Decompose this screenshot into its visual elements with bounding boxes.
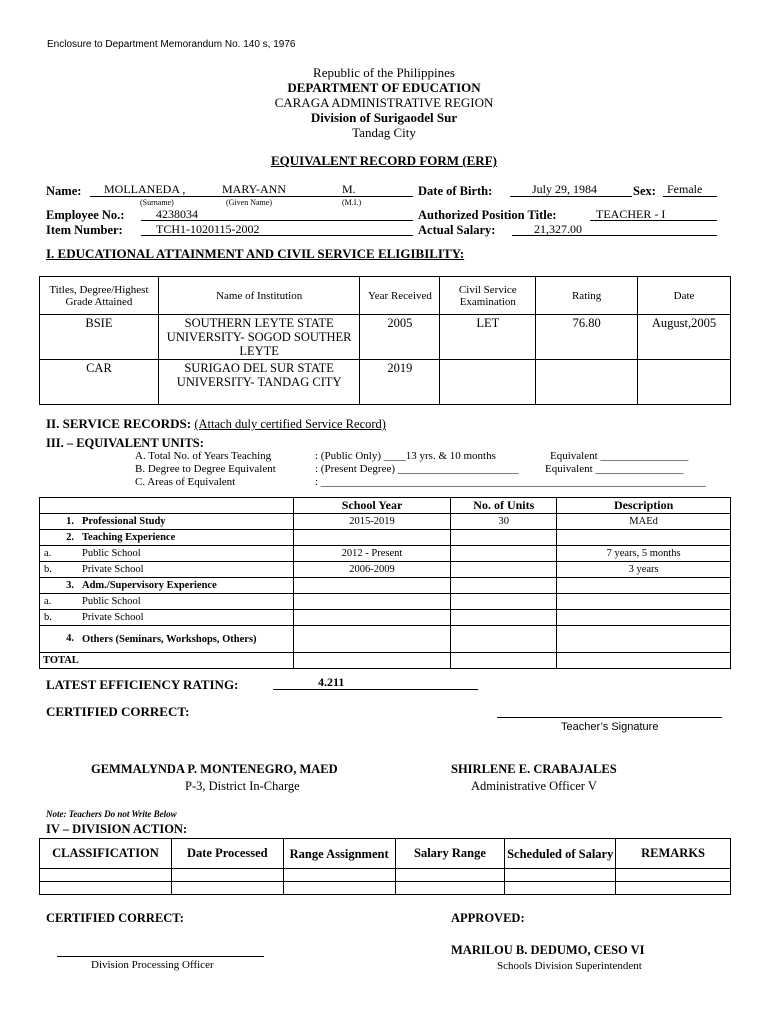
table-cell xyxy=(451,626,557,653)
table-cell[interactable] xyxy=(395,869,505,882)
table-cell xyxy=(557,594,731,610)
item-number-label: Item Number: xyxy=(46,223,123,237)
division-header-cell: Date Processed xyxy=(171,839,283,869)
table-cell xyxy=(451,653,557,669)
table-cell: BSIE xyxy=(40,315,159,360)
equivalent-item xyxy=(135,476,725,489)
division-header-cell: Scheduled of Salary xyxy=(505,839,616,869)
table-row xyxy=(40,594,731,610)
salary-label: Actual Salary: xyxy=(418,223,496,237)
table-cell[interactable] xyxy=(40,882,172,895)
table-cell: LET xyxy=(440,315,536,360)
table-cell: 2005 xyxy=(360,315,440,360)
sex-label: Sex: xyxy=(633,184,656,198)
section2-title: II. SERVICE RECORDS: xyxy=(46,416,192,431)
division-header-cell: REMARKS xyxy=(616,839,731,869)
units-header-row xyxy=(40,498,731,514)
table-cell: a. Public School xyxy=(40,594,294,610)
section2-note: (Attach duly certified Service Record) xyxy=(194,417,386,431)
table-cell[interactable] xyxy=(616,882,731,895)
department-line: DEPARTMENT OF EDUCATION xyxy=(287,80,481,95)
equivalent-item xyxy=(135,450,725,463)
surname-caption: (Surname) xyxy=(140,198,174,207)
table-cell xyxy=(557,610,731,626)
certifier-right-title: Administrative Officer V xyxy=(471,779,597,793)
equivalent-item-label: B. Degree to Degree Equivalent xyxy=(135,463,276,475)
table-cell[interactable] xyxy=(40,869,172,882)
table-cell[interactable] xyxy=(283,882,395,895)
form-title: EQUIVALENT RECORD FORM (ERF) xyxy=(271,153,497,168)
approver-name: MARILOU B. DEDUMO, CESO VI xyxy=(451,943,645,957)
table-cell: b. Private School xyxy=(40,610,294,626)
given-caption: (Given Name) xyxy=(226,198,272,207)
table-cell xyxy=(557,653,731,669)
table-row xyxy=(40,882,731,895)
teacher-note: Note: Teachers Do not Write Below xyxy=(46,809,177,819)
equivalent-item xyxy=(135,463,725,476)
division-action-table xyxy=(39,838,731,895)
city-line: Tandag City xyxy=(352,125,416,140)
table-cell: 3. Adm./Supervisory Experience xyxy=(40,578,294,594)
table-row xyxy=(40,578,731,594)
name-label: Name: xyxy=(46,184,82,198)
efficiency-label: LATEST EFFICIENCY RATING: xyxy=(46,677,239,692)
table-cell: 2006-2009 xyxy=(293,562,451,578)
section2 xyxy=(46,416,386,432)
education-header-cell: Date xyxy=(638,277,731,315)
table-cell[interactable] xyxy=(171,882,283,895)
units-header-cell xyxy=(40,498,294,514)
table-row xyxy=(40,626,731,653)
footer-certified-label: CERTIFIED CORRECT: xyxy=(46,911,184,925)
table-cell xyxy=(638,360,731,405)
division-header-cell: Range Assignment xyxy=(283,839,395,869)
equivalent-units-list xyxy=(135,450,725,489)
table-cell xyxy=(451,610,557,626)
table-cell: 2015-2019 xyxy=(293,514,451,530)
table-row xyxy=(40,315,731,360)
division-header-cell: Salary Range xyxy=(395,839,505,869)
teacher-signature-line xyxy=(497,717,722,718)
division-action-header-row xyxy=(40,839,731,869)
table-cell[interactable] xyxy=(171,869,283,882)
table-cell: 4. Others (Seminars, Workshops, Others) xyxy=(40,626,294,653)
table-cell xyxy=(451,546,557,562)
enclosure-note: Enclosure to Department Memorandum No. 140 s, 1976 xyxy=(47,39,296,50)
table-row xyxy=(40,869,731,882)
table-cell: SURIGAO DEL SUR STATE UNIVERSITY- TANDAG CITY xyxy=(158,360,360,405)
teacher-signature-caption: Teacher’s Signature xyxy=(561,721,659,733)
surname-value: MOLLANEDA , xyxy=(104,182,186,196)
equivalent-item-detail: : (Public Only) ____13 yrs. & 10 months xyxy=(315,450,496,462)
table-cell: SOUTHERN LEYTE STATE UNIVERSITY- SOGOD SOUTHER LEYTE xyxy=(158,315,360,360)
table-cell xyxy=(293,610,451,626)
education-header-cell: Name of Institution xyxy=(158,277,360,315)
table-cell: 2. Teaching Experience xyxy=(40,530,294,546)
total-row xyxy=(40,653,731,669)
region-line: CARAGA ADMINISTRATIVE REGION xyxy=(274,95,494,110)
table-cell: 7 years, 5 months xyxy=(557,546,731,562)
table-cell[interactable] xyxy=(395,882,505,895)
table-cell: 1. Professional Study xyxy=(40,514,294,530)
mi-value: M. xyxy=(342,182,356,196)
table-cell[interactable] xyxy=(616,869,731,882)
units-header-cell: School Year xyxy=(293,498,451,514)
certifier-left-title: P-3, District In-Charge xyxy=(185,779,300,793)
efficiency-underline xyxy=(273,689,478,690)
mi-caption: (M.I.) xyxy=(342,198,362,207)
table-row xyxy=(40,514,731,530)
table-cell xyxy=(451,562,557,578)
table-cell: 76.80 xyxy=(536,315,638,360)
division-line: Division of Surigaodel Sur xyxy=(310,110,458,125)
republic-line: Republic of the Philippines xyxy=(313,65,455,80)
dob-value: July 29, 1984 xyxy=(532,182,598,196)
education-header-cell: Civil Service Examination xyxy=(440,277,536,315)
table-cell: MAEd xyxy=(557,514,731,530)
equivalent-item-detail: : ______________________________________________________________________ xyxy=(315,476,706,488)
education-header-row xyxy=(40,277,731,315)
table-cell: 30 xyxy=(451,514,557,530)
table-cell xyxy=(557,578,731,594)
dob-label: Date of Birth: xyxy=(418,184,493,198)
position-label: Authorized Position Title: xyxy=(418,208,557,222)
certifier-right-name: SHIRLENE E. CRABAJALES xyxy=(451,762,617,776)
form-header xyxy=(0,65,768,140)
table-cell: b. Private School xyxy=(40,562,294,578)
footer-approved-label: APPROVED: xyxy=(451,911,525,925)
table-cell xyxy=(451,530,557,546)
table-cell[interactable] xyxy=(283,869,395,882)
table-cell: CAR xyxy=(40,360,159,405)
given-name-value: MARY-ANN xyxy=(222,182,287,196)
equivalent-units-table xyxy=(39,497,731,669)
processing-officer-line xyxy=(57,956,264,957)
table-cell xyxy=(557,530,731,546)
approver-title: Schools Division Superintendent xyxy=(497,960,642,972)
table-row xyxy=(40,360,731,405)
certified-correct-label: CERTIFIED CORRECT: xyxy=(46,704,190,719)
total-label: TOTAL xyxy=(40,653,294,669)
processing-officer-caption: Division Processing Officer xyxy=(91,959,214,971)
table-cell: a. Public School xyxy=(40,546,294,562)
table-cell xyxy=(293,594,451,610)
equivalent-item-equiv: Equivalent ________________ xyxy=(545,463,684,475)
section3-title: III. – EQUIVALENT UNITS: xyxy=(46,436,204,450)
table-row xyxy=(40,546,731,562)
sex-value: Female xyxy=(667,182,703,196)
table-cell xyxy=(536,360,638,405)
table-row xyxy=(40,530,731,546)
table-cell: 3 years xyxy=(557,562,731,578)
table-cell xyxy=(451,578,557,594)
table-cell xyxy=(557,626,731,653)
education-table xyxy=(39,276,731,405)
table-row xyxy=(40,562,731,578)
table-cell[interactable] xyxy=(505,869,616,882)
equivalent-item-label: C. Areas of Equivalent xyxy=(135,476,236,488)
section1-title: I. EDUCATIONAL ATTAINMENT AND CIVIL SERVICE ELIGIBILITY: xyxy=(46,246,465,261)
education-header-cell: Rating xyxy=(536,277,638,315)
table-cell xyxy=(293,530,451,546)
table-row xyxy=(40,610,731,626)
table-cell[interactable] xyxy=(505,882,616,895)
efficiency-value: 4.211 xyxy=(318,675,345,689)
units-header-cell: No. of Units xyxy=(451,498,557,514)
certifier-left-name: GEMMALYNDA P. MONTENEGRO, MAED xyxy=(91,762,338,776)
units-header-cell: Description xyxy=(557,498,731,514)
table-cell: 2012 - Present xyxy=(293,546,451,562)
salary-value: 21,327.00 xyxy=(534,222,582,236)
education-header-cell: Year Received xyxy=(360,277,440,315)
table-cell: 2019 xyxy=(360,360,440,405)
equivalent-item-label: A. Total No. of Years Teaching xyxy=(135,450,272,462)
table-cell: August,2005 xyxy=(638,315,731,360)
division-header-cell: CLASSIFICATION xyxy=(40,839,172,869)
table-cell xyxy=(293,626,451,653)
table-cell xyxy=(293,653,451,669)
employee-no-value: 4238034 xyxy=(156,207,198,221)
table-cell xyxy=(440,360,536,405)
position-value: TEACHER - I xyxy=(596,207,666,221)
employee-no-label: Employee No.: xyxy=(46,208,125,222)
table-cell xyxy=(293,578,451,594)
item-number-value: TCH1-1020115-2002 xyxy=(156,222,260,236)
education-header-cell: Titles, Degree/Highest Grade Attained xyxy=(40,277,159,315)
equivalent-item-detail: : (Present Degree) ______________________ xyxy=(315,463,519,475)
table-cell xyxy=(451,594,557,610)
section4-title: IV – DIVISION ACTION: xyxy=(46,822,188,836)
equivalent-item-equiv: Equivalent ________________ xyxy=(550,450,689,462)
